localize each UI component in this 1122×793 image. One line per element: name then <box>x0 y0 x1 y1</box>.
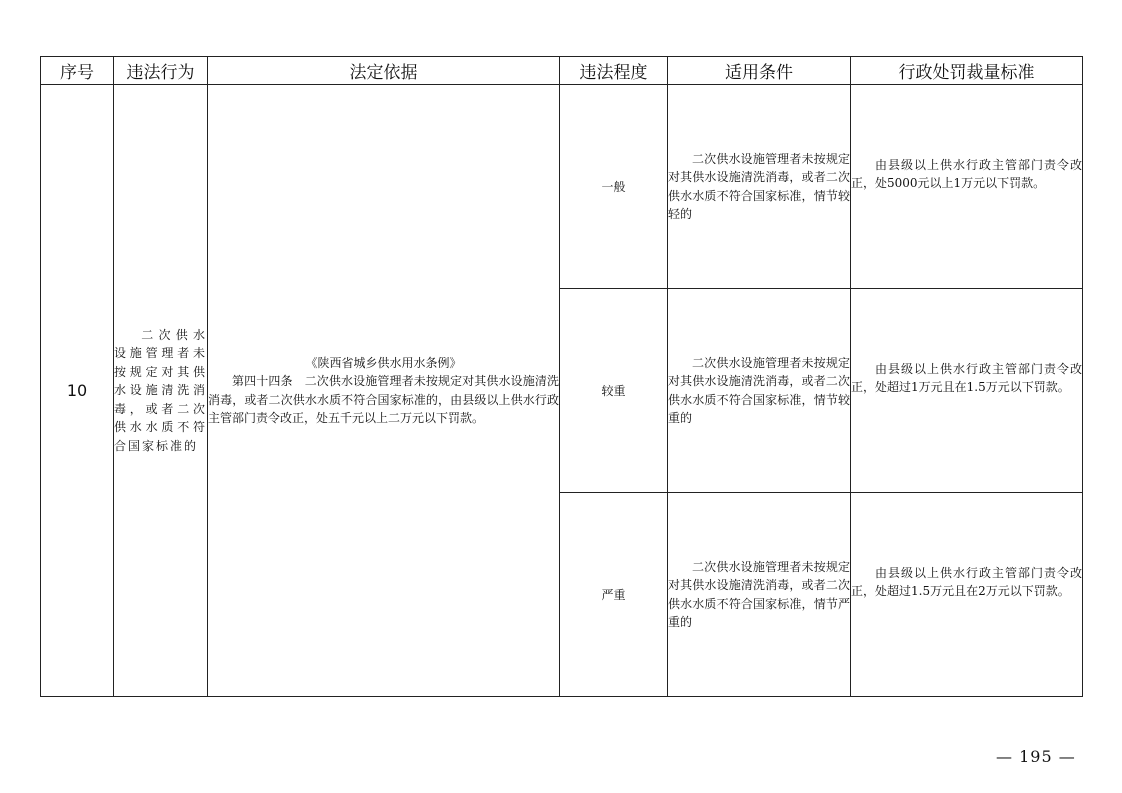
legal-basis-article: 第四十四条 二次供水设施管理者未按规定对其供水设施清洗消毒，或者二次供水水质不符合国家标准的，由县级以上供水行政主管部门责令改正，处五千元以上二万元以下罚款。 <box>208 374 559 425</box>
standard-cell <box>851 493 1083 697</box>
standard-cell <box>851 289 1083 493</box>
standard-text: 由县级以上供水行政主管部门责令改正，处5000元以上1万元以下罚款。 <box>851 157 1082 190</box>
degree-cell: 较重 <box>560 289 668 493</box>
standard-text: 由县级以上供水行政主管部门责令改正，处超过1万元且在1.5万元以下罚款。 <box>851 361 1082 394</box>
condition-cell: 二次供水设施管理者未按规定对其供水设施清洗消毒，或者二次供水水质不符合国家标准，情节较轻的 <box>668 85 851 289</box>
record-number: 10 <box>41 85 114 697</box>
degree-cell: 严重 <box>560 493 668 697</box>
violation-behavior-text: 二次供水设施管理者未按规定对其供水设施清洗消毒，或者二次供水水质不符合国家标准的 <box>114 327 207 453</box>
condition-cell: 二次供水设施管理者未按规定对其供水设施清洗消毒，或者二次供水水质不符合国家标准，情节严重的 <box>668 493 851 697</box>
header-behavior: 违法行为 <box>114 57 208 85</box>
legal-basis <box>208 85 560 697</box>
header-degree: 违法程度 <box>560 57 668 85</box>
page-number: — 195 — <box>996 747 1076 766</box>
legal-basis-law: 《陕西省城乡供水用水条例》 <box>305 355 462 370</box>
standard-cell <box>851 85 1083 289</box>
violation-behavior <box>114 85 208 697</box>
header-row <box>41 57 1083 85</box>
table-row <box>41 85 1083 289</box>
header-basis: 法定依据 <box>208 57 560 85</box>
header-conditions: 适用条件 <box>668 57 851 85</box>
header-no: 序号 <box>41 57 114 85</box>
penalty-standard-table <box>40 56 1083 697</box>
degree-cell: 一般 <box>560 85 668 289</box>
header-standard: 行政处罚裁量标准 <box>851 57 1083 85</box>
condition-cell: 二次供水设施管理者未按规定对其供水设施清洗消毒，或者二次供水水质不符合国家标准，情节较重的 <box>668 289 851 493</box>
standard-text: 由县级以上供水行政主管部门责令改正，处超过1.5万元且在2万元以下罚款。 <box>851 565 1082 598</box>
